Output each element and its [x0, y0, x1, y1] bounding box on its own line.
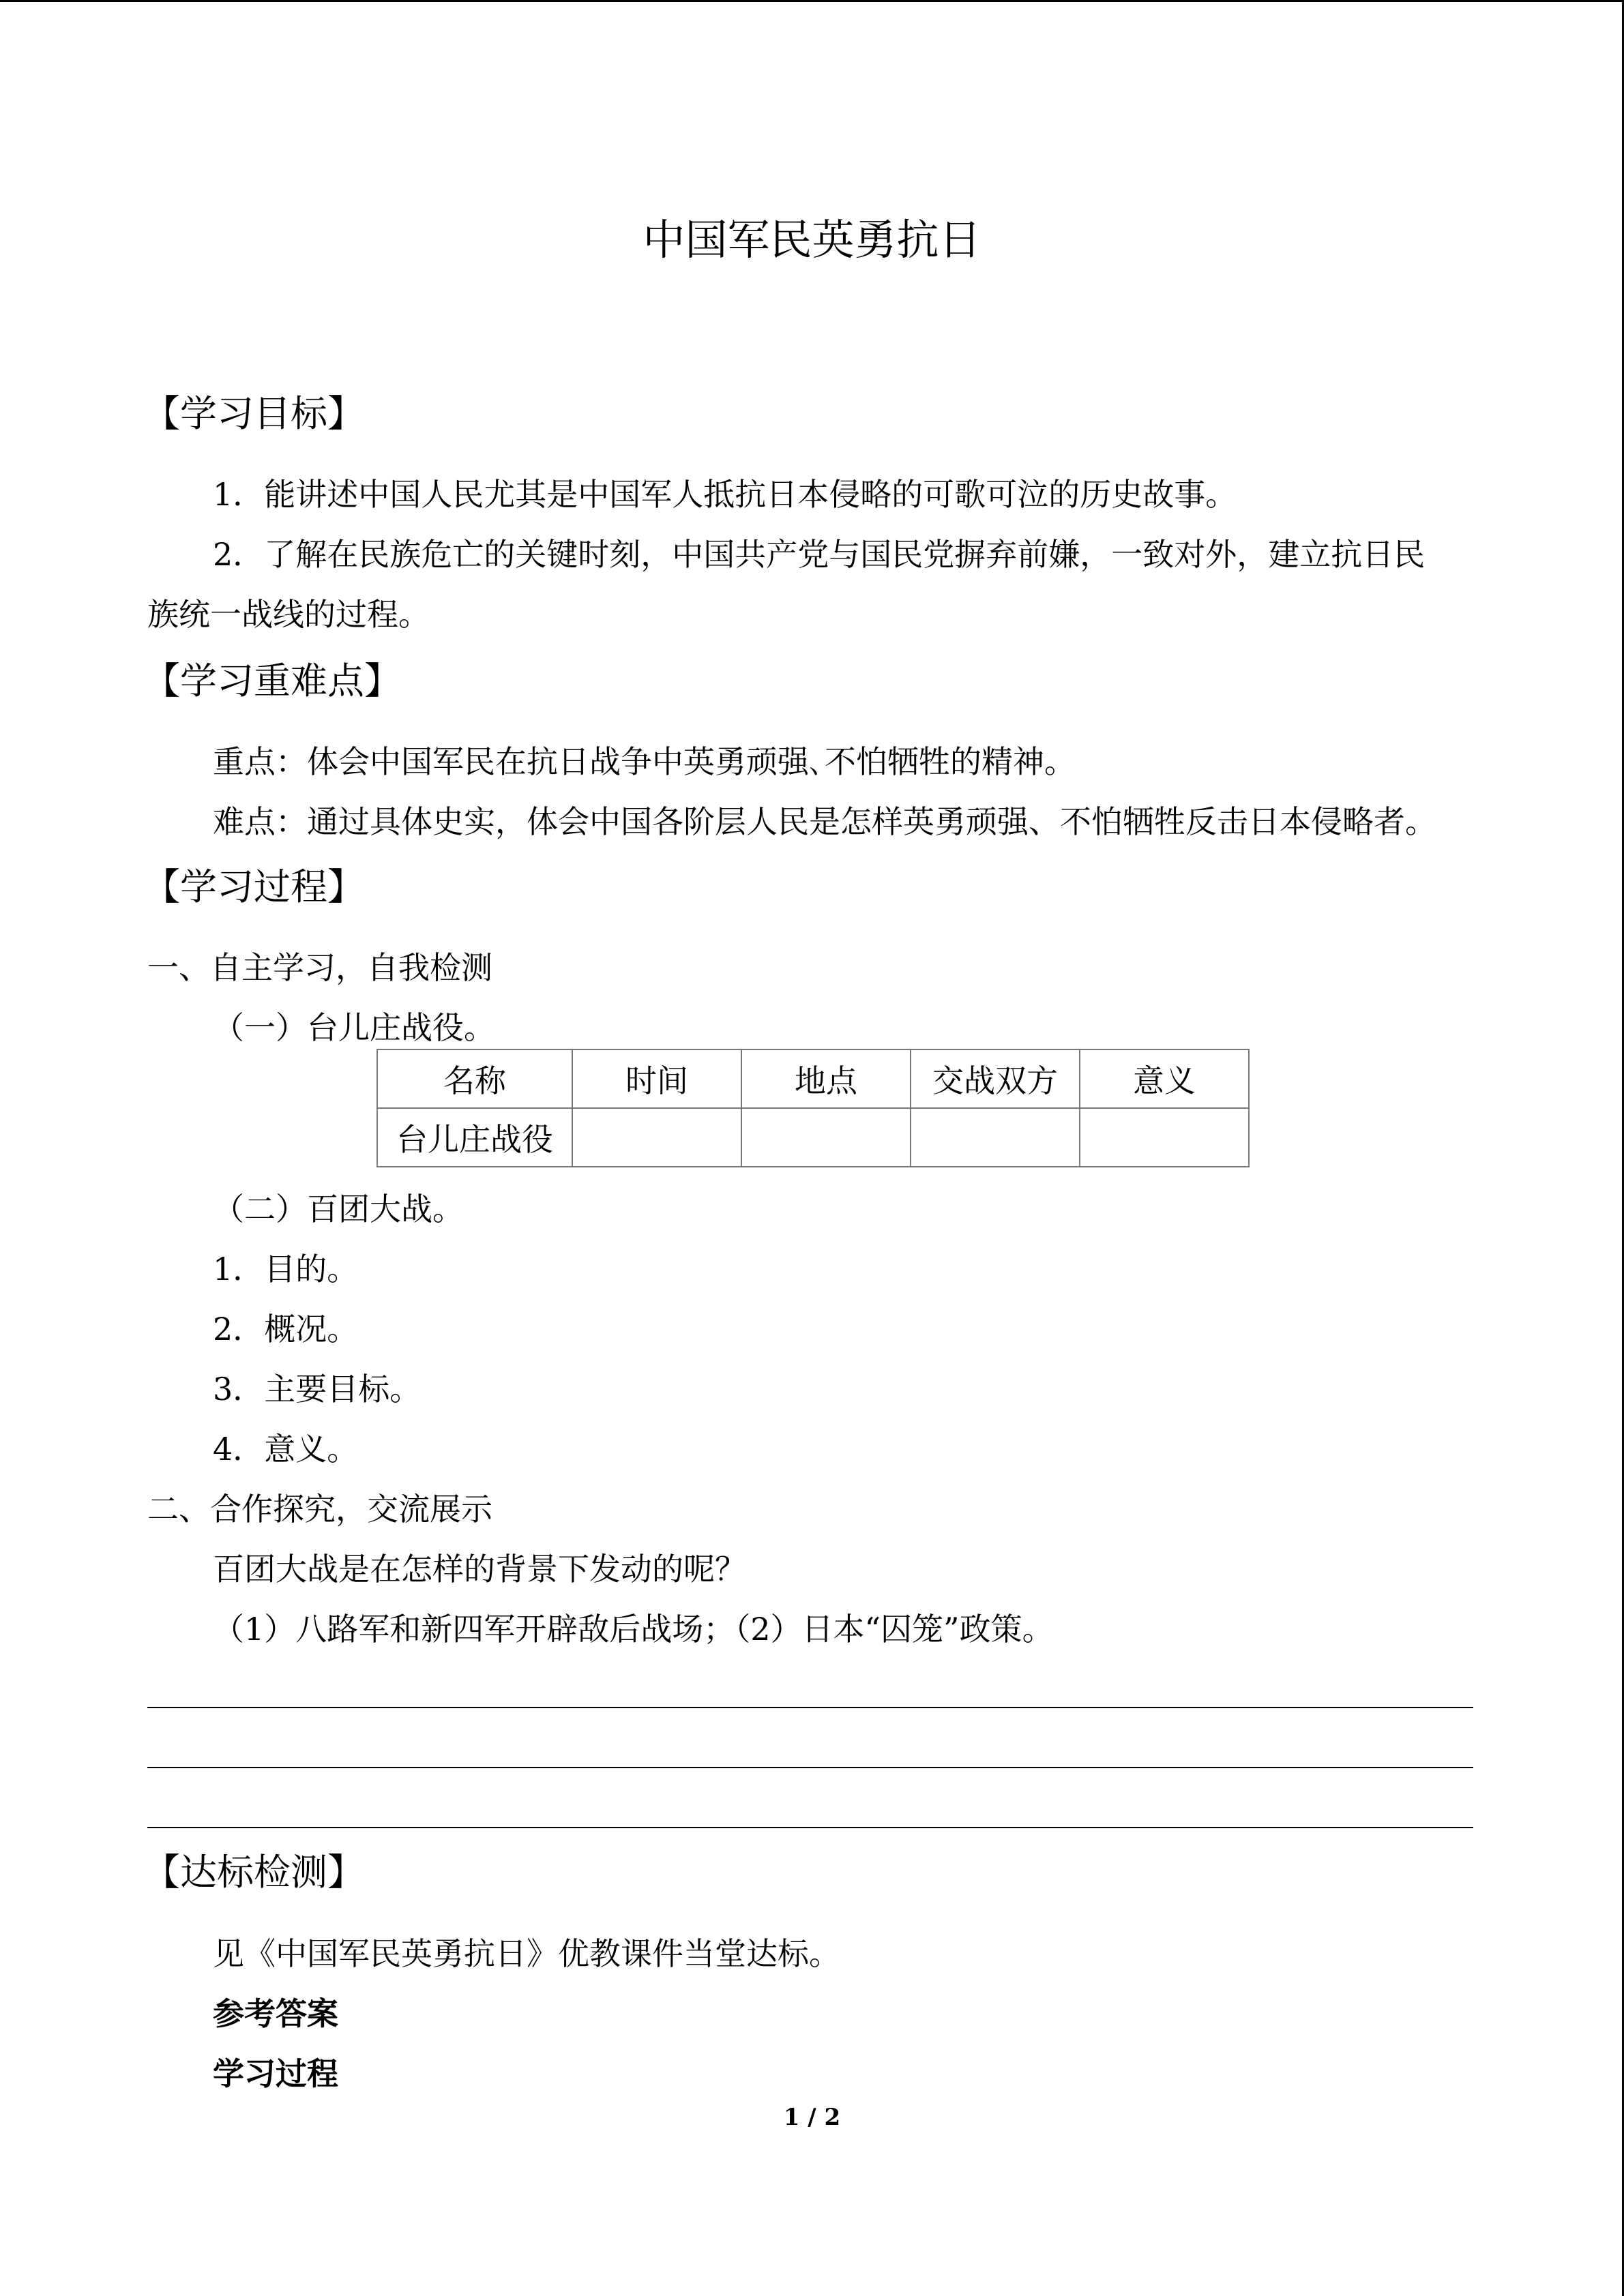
table-header-row — [377, 1049, 1249, 1108]
process-sub-2: （二）百团大战。 — [213, 1191, 464, 1227]
heading-process: 【学习过程】 — [143, 865, 364, 908]
process-hint: （1）八路军和新四军开辟敌后战场；（2）日本“囚笼”政策。 — [213, 1611, 1054, 1648]
process-question: 百团大战是在怎样的背景下发动的呢？ — [213, 1551, 746, 1587]
sub2-item-2: 2．概况。 — [213, 1311, 359, 1347]
answers-title: 参考答案 — [213, 1995, 338, 2032]
goal-item-2-cont: 族统一战线的过程。 — [147, 596, 430, 633]
keypoint-difficulty: 难点：通过具体史实，体会中国各阶层人民是怎样英勇顽强、不怕牺牲反击日本侵略者。 — [213, 803, 1436, 840]
sub2-item-1: 1．目的。 — [213, 1251, 359, 1287]
table-header-cell: 地点 — [741, 1049, 911, 1108]
process-part-2: 二、合作探究，交流展示 — [147, 1491, 492, 1527]
goal-item-1: 1．能讲述中国人民尤其是中国军人抵抗日本侵略的可歌可泣的历史故事。 — [213, 476, 1237, 513]
heading-keypoints: 【学习重难点】 — [143, 659, 401, 702]
table-header-cell: 交战双方 — [911, 1049, 1080, 1108]
sub2-item-4: 4．意义。 — [213, 1431, 359, 1467]
table-cell — [572, 1108, 741, 1167]
answer-line-2 — [147, 1767, 1473, 1768]
top-border — [0, 0, 1624, 2]
heading-goals: 【学习目标】 — [143, 392, 364, 435]
page-number: 1 / 2 — [783, 2104, 841, 2131]
table-cell: 台儿庄战役 — [377, 1108, 572, 1167]
battle-table — [377, 1049, 1250, 1167]
answer-line-3 — [147, 1827, 1473, 1828]
goal-item-2: 2．了解在民族危亡的关键时刻，中国共产党与国民党摒弃前嫌，一致对外，建立抗日民 — [213, 536, 1426, 573]
page-title: 中国军民英勇抗日 — [643, 215, 981, 265]
keypoint-focus: 重点：体会中国军民在抗日战争中英勇顽强､不怕牺牲的精神。 — [213, 743, 1076, 780]
process-sub-1: （一）台儿庄战役。 — [213, 1009, 495, 1046]
sub2-item-3: 3．主要目标。 — [213, 1371, 422, 1407]
table-cell — [1080, 1108, 1249, 1167]
table-header-cell: 时间 — [572, 1049, 741, 1108]
answers-sub: 学习过程 — [213, 2055, 338, 2092]
test-text: 见《中国军民英勇抗日》优教课件当堂达标。 — [213, 1935, 840, 1972]
table-cell — [741, 1108, 911, 1167]
table-cell — [911, 1108, 1080, 1167]
heading-test: 【达标检测】 — [143, 1851, 364, 1894]
table-header-cell: 意义 — [1080, 1049, 1249, 1108]
process-part-1: 一、自主学习，自我检测 — [147, 949, 492, 986]
table-header-cell: 名称 — [377, 1049, 572, 1108]
answer-line-1 — [147, 1707, 1473, 1708]
table-row — [377, 1108, 1249, 1167]
